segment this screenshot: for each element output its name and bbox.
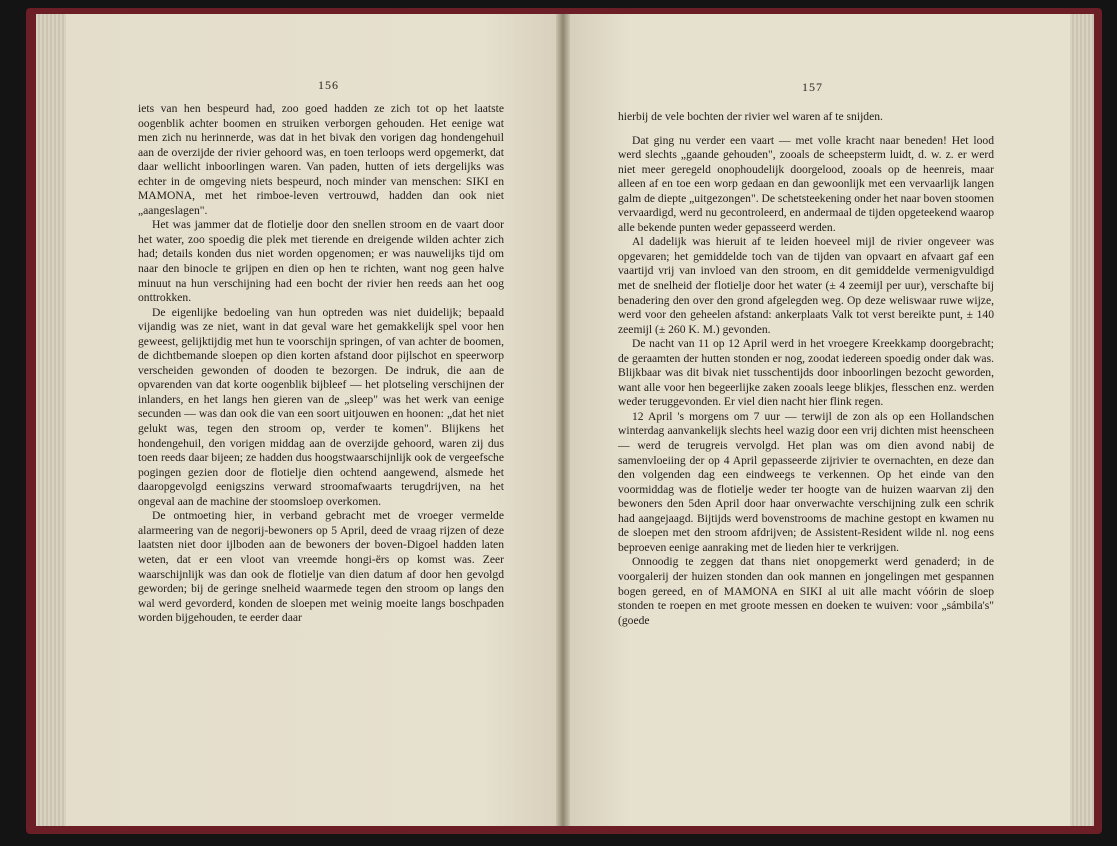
right-page-text [618,110,994,628]
right-page [570,14,1070,826]
page-number-left: 156 [318,78,339,92]
paragraph: Dat ging nu verder een vaart — met volle kracht naar beneden! Het lood werd slechts „gaande gehouden", zooals de scheepsterm luidt, d. w. z. er werd niet meer geregeld onophoudelijk doorgelood, zooals op de heenreis, maar alleen af en toe een worp gedaan en dan gewoonlijk met een vervaarlijk langen galm de diepte „uitgezongen". De schetsteekening onder het naar boven stoomen vervaardigd, werd nu gecontroleerd, en andermaal de tijden opgeteekend waarop alle bekende punten weder gepasseerd werden. [618,133,994,234]
paragraph: De nacht van 11 op 12 April werd in het vroegere Kreekkamp doorgebracht; de geraamten der hutten stonden er nog, zoodat iedereen spoedig onder dak was. Blijkbaar was dit bivak niet tusschentijds door inboorlingen bezocht geworden, want alle voor hen begeerlijke zaken zooals leege blikjes, flesschen enz. werden weder teruggevonden. Er viel dien nacht hier flink regen. [618,337,994,409]
left-page [66,14,556,826]
book-gutter [556,14,570,826]
paragraph: Het was jammer dat de flotielje door den snellen stroom en de vaart door het water, zoo spoedig die plek met tierende en dreigende wilden achter zich had; details konden dus niet worden opgenomen; er was nauwelijks tijd om naar den binocle te grijpen en dien op hen te richten, want nog geen halve minuut na hun verschijning had een bocht der rivier hen reeds aan het oog onttrokken. [138,218,504,305]
page-edges-left [36,14,66,826]
paragraph: hierbij de vele bochten der rivier wel waren af te snijden. [618,110,883,123]
paragraph: De eigenlijke bedoeling van hun optreden was niet duidelijk; bepaald vijandig was ze niet, want in dat geval ware het gemakkelijk spel voor hen geweest, gelijktijdig met hun te voorschijn springen, of van achter de boomen, de dichtbemande sloepen op dien korten afstand door pijlschot en speerworp verscheiden gewonden of dooden te bezorgen. De indruk, die aan de opvarenden van dat korte oogenblik bijbleef — het plotseling verschijnen der inlanders, en het langs hen gieren van de „sleep" was het werk van eenige secunden — was dan ook die van een soort uitjouwen en hoonen: „dat het niet gelukt was, tegen den stroom op, verder te komen". Blijkens het hondengehuil, den vorigen middag aan de overzijde gehoord, waren zij dus toen reeds daar bijeen; ze hadden dus hoogstwaarschijnlijk ook de vergeefsche pogingen gezien door de flotielje dien ochtend aangewend, alsmede het daaropgevolgd eenigszins verward stroomafwaarts terugdrijven, na het ongeval aan de machine der stoomsloep overkomen. [138,305,504,508]
page-number-right: 157 [802,80,823,94]
page-edges-right [1070,14,1094,826]
paragraph: Onnoodig te zeggen dat thans niet onopgemerkt werd genaderd; in de voorgalerij der huizen stonden dan ook mannen en jongelingen met gespannen bogen gereed, en of MAMONA en SIKI al uit alle macht vóórin de sloep stonden te roepen en met groote messen en doeken te wuiven: voor „sámbila's" (goede [618,555,994,627]
left-page-text [138,102,504,626]
paragraph: De ontmoeting hier, in verband gebracht met de vroeger vermelde alarmeering van de negorij-bewoners op 5 April, deed de vraag rijzen of deze laatsten niet door ijlboden aan de bewoners der boven-Digoel hadden laten weten, dat er een vloot van vreemde hongi-ërs op komst was. Zeer waarschijnlijk was dan ook de flotielje van dien datum af door hen gevolgd geworden; bij de geringe snelheid waarmede tegen den stroom op langs den wal werd gevorderd, konden de sloepen met weinig moeite langs boschpaden worden bijgehouden, te eerder daar [138,509,504,625]
paragraph: 12 April 's morgens om 7 uur — terwijl de zon als op een Hollandschen winterdag aanvankelijk slechts heel wazig door een vrij dichten mist heenscheen — werd de terugreis vervolgd. Het plan was om dien avond nabij de samenvloeiing der op 4 April gepasseerde zijrivier te overnachten, en deze dan den volgenden dag een eindweegs te verkennen. Op het einde van den voormiddag was de flotielje weder ter hoogte van de huizen waarvan zij den bewoners den 5den April door haar onverwachte verschijning zulk een schrik had aangejaagd. Bijtijds werd bovenstrooms de machine gestopt en kwamen nu de sloepen met den stroom afdrijven; de Assistent-Resident wilde nl. nog eens beproeven eenige aanraking met de lieden hier te verkrijgen. [618,409,994,554]
paragraph: Al dadelijk was hieruit af te leiden hoeveel mijl de rivier ongeveer was opgevaren; het gemiddelde toch van de tijden van opvaart en afvaart gaf een vaartijd vrij van invloed van den stroom, en dit gemiddelde vermenigvuldigd met de snelheid der flotielje door het water (± 4 zeemijl per uur), verschafte bij benadering den over den grond afgelegden weg. Op deze weliswaar ruwe wijze, werd voor den geheelen afstand: ankerplaats Valk tot verst bereikte punt, ± 140 zeemijl (± 260 K. M.) gevonden. [618,235,994,336]
paragraph: iets van hen bespeurd had, zoo goed hadden ze zich tot op het laatste oogenblik achter boomen en struiken verborgen gehouden. Het eenige wat men zich nu herinnerde, was dat in het bivak den vorigen dag hondengehuil aan de overzijde der rivier gehoord was, en toen terloops werd opgemerkt, dat daar wellicht inboorlingen waren. Van paden, hutten of iets dergelijks was echter in de omgeving niets bespeurd, noch minder van menschen: SIKI en MAMONA, met het rimboe-leven vertrouwd, hadden dan ook niet „aangeslagen". [138,102,504,217]
